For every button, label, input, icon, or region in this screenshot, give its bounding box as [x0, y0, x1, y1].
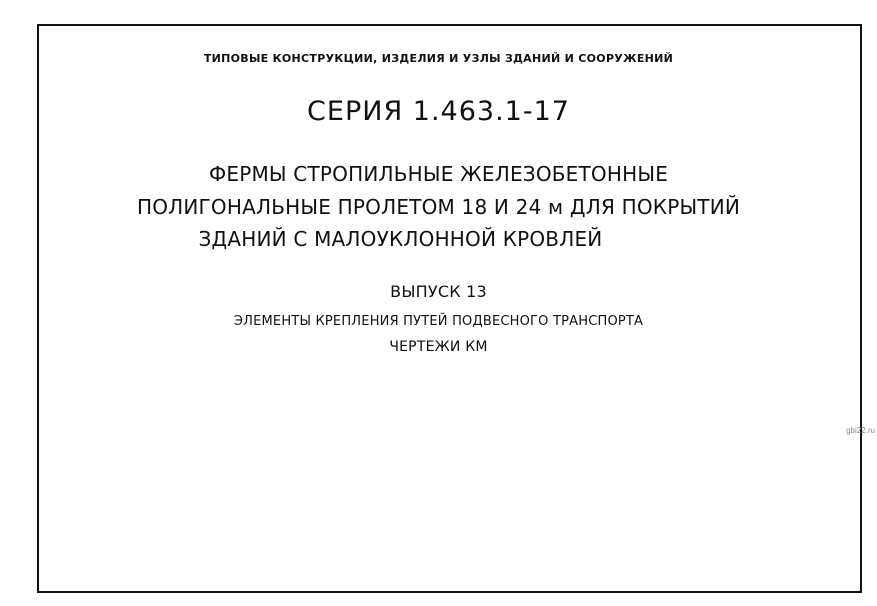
collection-subtitle: ТИПОВЫЕ КОНСТРУКЦИИ, ИЗДЕЛИЯ И УЗЛЫ ЗДАНИЙ И СООРУЖЕНИЙ: [203, 52, 674, 65]
title-line-1: ФЕРМЫ СТРОПИЛЬНЫЕ ЖЕЛЕЗОБЕТОННЫЕ: [208, 162, 669, 186]
watermark: gbi22.ru: [846, 426, 875, 435]
issue-description: ЭЛЕМЕНТЫ КРЕПЛЕНИЯ ПУТЕЙ ПОДВЕСНОГО ТРАНСПОРТА: [233, 314, 644, 329]
title-line-3: ЗДАНИЙ С МАЛОУКЛОННОЙ КРОВЛЕЙ: [198, 227, 603, 251]
issue-number: ВЫПУСК 13: [390, 282, 487, 301]
drawings-label: ЧЕРТЕЖИ КМ: [389, 339, 488, 355]
series-number: СЕРИЯ 1.463.1-17: [307, 96, 570, 127]
title-line-2: ПОЛИГОНАЛЬНЫЕ ПРОЛЕТОМ 18 И 24 м ДЛЯ ПОКРЫТИЙ: [136, 195, 741, 219]
